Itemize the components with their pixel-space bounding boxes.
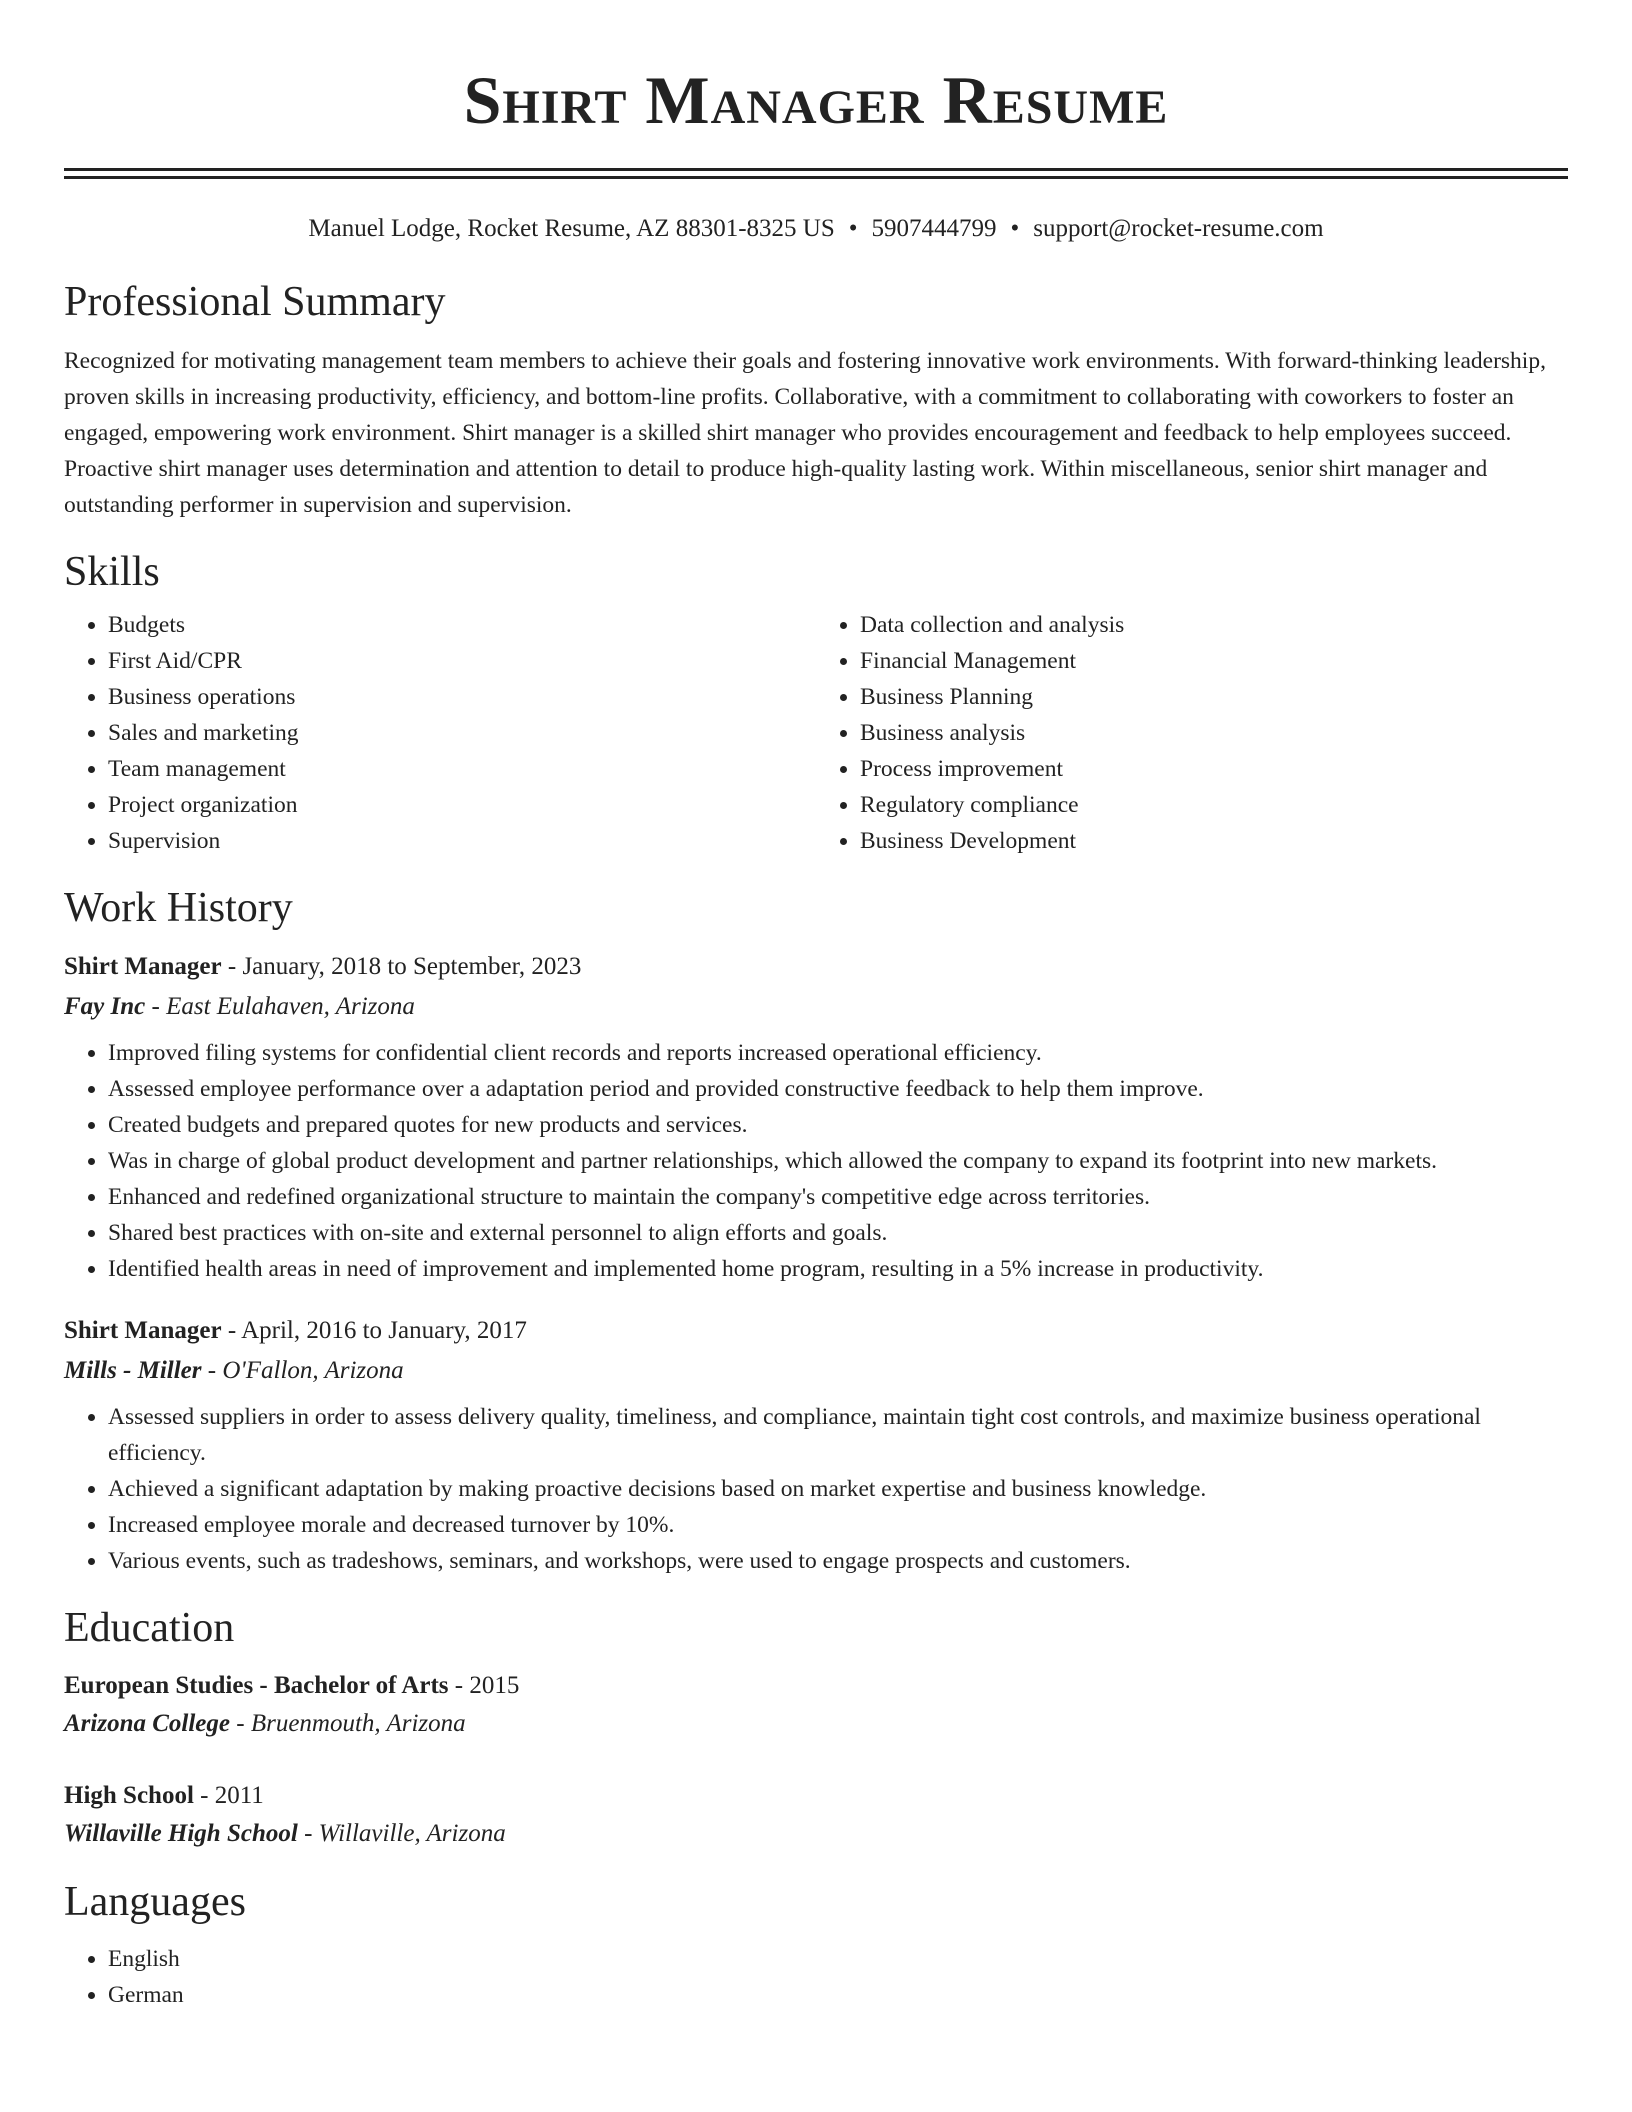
job-bullets [64,1399,1568,1579]
skill-item: • Process improvement [860,751,1568,787]
language-item: • English [108,1941,1568,1977]
job-bullet: • Identified health areas in need of improvement and implemented home program, resulting in a 5% increase in productivity. [108,1251,1568,1287]
job-dates: - April, 2016 to January, 2017 [221,1317,527,1344]
job-bullet: • Enhanced and redefined organizational structure to maintain the company's competitive edge across territories. [108,1179,1568,1215]
resume-title: Shirt Manager Resume [463,62,1169,138]
education-degree-line [64,1777,1568,1815]
job-title: Shirt Manager [64,953,222,980]
skill-item: • Team management [108,751,816,787]
skill-item: • Regulatory compliance [860,787,1568,823]
summary-heading: Professional Summary [64,279,446,325]
education-entry [64,1667,1568,1743]
education-location: - Willaville, Arizona [297,1820,506,1847]
job-company: Mills - Miller [64,1357,202,1384]
skills-heading: Skills [64,549,160,595]
job-company-line [64,987,1568,1027]
skill-item: • Business Development [860,823,1568,859]
skills-left-list [64,607,816,859]
job-bullet: • Various events, such as tradeshows, seminars, and workshops, were used to engage prospects and customers. [108,1543,1568,1579]
job-bullet: • Improved filing systems for confidential client records and reports increased operational efficiency. [108,1035,1568,1071]
summary-text: Recognized for motivating management team members to achieve their goals and fostering innovative work environments. With forward-thinking leadership, proven skills in increasing productivity, efficiency, and bottom-line profits. Collaborative, with a commitment to collaborating with coworkers to foster an engaged, empowering work environment. Shirt manager is a skilled shirt manager who provides encouragement and feedback to help employees succeed. Proactive shirt manager uses determination and attention to detail to produce high-quality lasting work. Within miscellaneous, senior shirt manager and outstanding performer in supervision and supervision. [64,348,1546,518]
job-bullet: • Assessed employee performance over a adaptation period and provided constructive feedback to help them improve. [108,1071,1568,1107]
skill-item: • Business Planning [860,679,1568,715]
job-company: Fay Inc [64,993,146,1020]
skill-item: • Budgets [108,607,816,643]
contact-address: Manuel Lodge, Rocket Resume, AZ 88301-8325 US [308,215,835,242]
job-bullet: • Achieved a significant adaptation by making proactive decisions based on market expertise and business knowledge. [108,1471,1568,1507]
job-entry [64,947,1568,1287]
education-degree: European Studies - Bachelor of Arts [64,1672,449,1699]
skill-item: • Business analysis [860,715,1568,751]
job-entry [64,1311,1568,1579]
education-school-line [64,1705,1568,1743]
languages-heading: Languages [64,1879,246,1925]
job-bullet: • Assessed suppliers in order to assess delivery quality, timeliness, and compliance, maintain tight cost controls, and maximize business operational efficiency. [108,1399,1568,1471]
skill-item: • Business operations [108,679,816,715]
skill-item: • Supervision [108,823,816,859]
job-bullet: • Increased employee morale and decreased turnover by 10%. [108,1507,1568,1543]
languages-list [64,1941,1568,2013]
education-degree: High School [64,1782,194,1809]
skills-right-list [816,607,1568,859]
education-degree-line [64,1667,1568,1705]
skill-item: • Sales and marketing [108,715,816,751]
education-entry [64,1777,1568,1853]
contact-separator: • [848,215,858,242]
title-double-rule [64,168,1568,179]
skill-item: • Project organization [108,787,816,823]
job-title: Shirt Manager [64,1317,222,1344]
education-location: - Bruenmouth, Arizona [230,1710,466,1737]
skill-item: • Data collection and analysis [860,607,1568,643]
education-school: Arizona College [64,1710,230,1737]
education-year: - 2015 [448,1672,520,1699]
job-header [64,947,1568,987]
education-school: Willaville High School [64,1820,298,1847]
job-location: - East Eulahaven, Arizona [145,993,415,1020]
job-dates: - January, 2018 to September, 2023 [221,953,582,980]
contact-separator: • [1010,215,1020,242]
job-company-line [64,1351,1568,1391]
job-bullet: • Shared best practices with on-site and external personnel to align efforts and goals. [108,1215,1568,1251]
work-history-heading: Work History [64,885,293,931]
skills-columns [64,607,1568,859]
job-bullet: • Created budgets and prepared quotes for new products and services. [108,1107,1568,1143]
education-year: - 2011 [193,1782,264,1809]
job-location: - O'Fallon, Arizona [201,1357,404,1384]
contact-email: support@rocket-resume.com [1033,215,1324,242]
job-bullets [64,1035,1568,1287]
skill-item: • First Aid/CPR [108,643,816,679]
contact-phone: 5907444799 [871,215,997,242]
education-school-line [64,1815,1568,1853]
skill-item: • Financial Management [860,643,1568,679]
contact-line [64,213,1568,245]
job-bullet: • Was in charge of global product development and partner relationships, which allowed the company to expand its footprint into new markets. [108,1143,1568,1179]
language-item: • German [108,1977,1568,2013]
education-heading: Education [64,1605,235,1651]
job-header [64,1311,1568,1351]
